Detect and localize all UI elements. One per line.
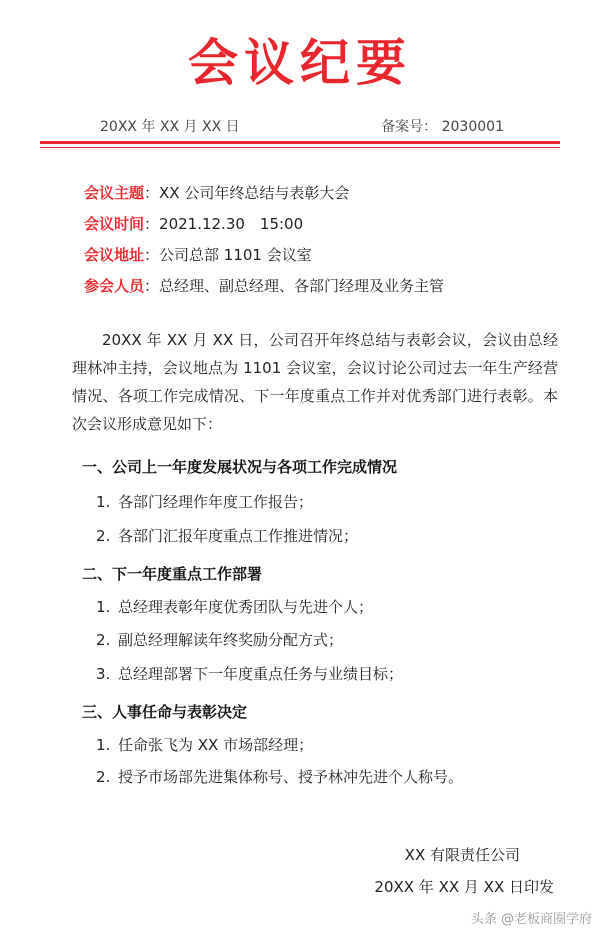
intro-paragraph: 20XX 年 XX 月 XX 日，公司召开年终总结与表彰会议，会议由总经理林冲主持，会议地点为 1101 会议室，会议讨论公司过去一年生产经营情况、各项工作完成情况、下一年度重点工作并对优秀部门进行表彰。本次会议形成意见如下：: [72, 331, 558, 433]
header-divider-thick: [40, 141, 560, 144]
document-date: 20XX 年 XX 月 XX 日: [100, 119, 240, 135]
list-item: 3. 总经理部署下一年度重点任务与业绩目标；: [96, 665, 404, 683]
watermark: 头条 @老板商圈学府: [470, 912, 592, 927]
section-heading-1: 一、公司上一年度发展状况与各项工作完成情况: [82, 458, 398, 476]
info-value: 公司总部 1101 会议室: [159, 246, 312, 264]
info-label: 参会人员: [84, 277, 145, 295]
file-number: 备案号： 2030001: [381, 119, 504, 135]
list-item: 2. 各部门汇报年度重点工作推进情况；: [96, 527, 359, 545]
header-divider-thin: [40, 147, 560, 148]
list-item: 1. 任命张飞为 XX 市场部经理；: [96, 736, 314, 754]
section-heading-3: 三、人事任命与表彰决定: [82, 703, 248, 721]
list-item: 1. 各部门经理作年度工作报告；: [96, 493, 314, 511]
info-row-time: 会议时间：2021.12.30 15:00: [84, 215, 304, 233]
info-label: 会议时间: [84, 215, 145, 233]
info-value: 2021.12.30 15:00: [159, 215, 304, 233]
section-heading-2: 二、下一年度重点工作部署: [82, 565, 263, 583]
info-row-attendees: 参会人员：总经理、副总经理、各部门经理及业务主管: [84, 277, 445, 295]
info-value: 总经理、副总经理、各部门经理及业务主管: [159, 277, 445, 295]
document-title: 会议纪要: [188, 34, 412, 92]
info-row-location: 会议地址：公司总部 1101 会议室: [84, 246, 312, 264]
info-value: XX 公司年终总结与表彰大会: [159, 184, 350, 202]
signature-company: XX 有限责任公司: [404, 846, 520, 864]
info-row-topic: 会议主题：XX 公司年终总结与表彰大会: [84, 184, 350, 202]
info-label: 会议地址: [84, 246, 145, 264]
signature-date: 20XX 年 XX 月 XX 日印发: [374, 878, 554, 896]
list-item: 1. 总经理表彰年度优秀团队与先进个人；: [96, 598, 374, 616]
info-label: 会议主题: [84, 184, 145, 202]
list-item: 2. 授予市场部先进集体称号、授予林冲先进个人称号。: [96, 768, 464, 786]
meeting-info: [84, 178, 564, 302]
list-item: 2. 副总经理解读年终奖励分配方式；: [96, 631, 344, 649]
